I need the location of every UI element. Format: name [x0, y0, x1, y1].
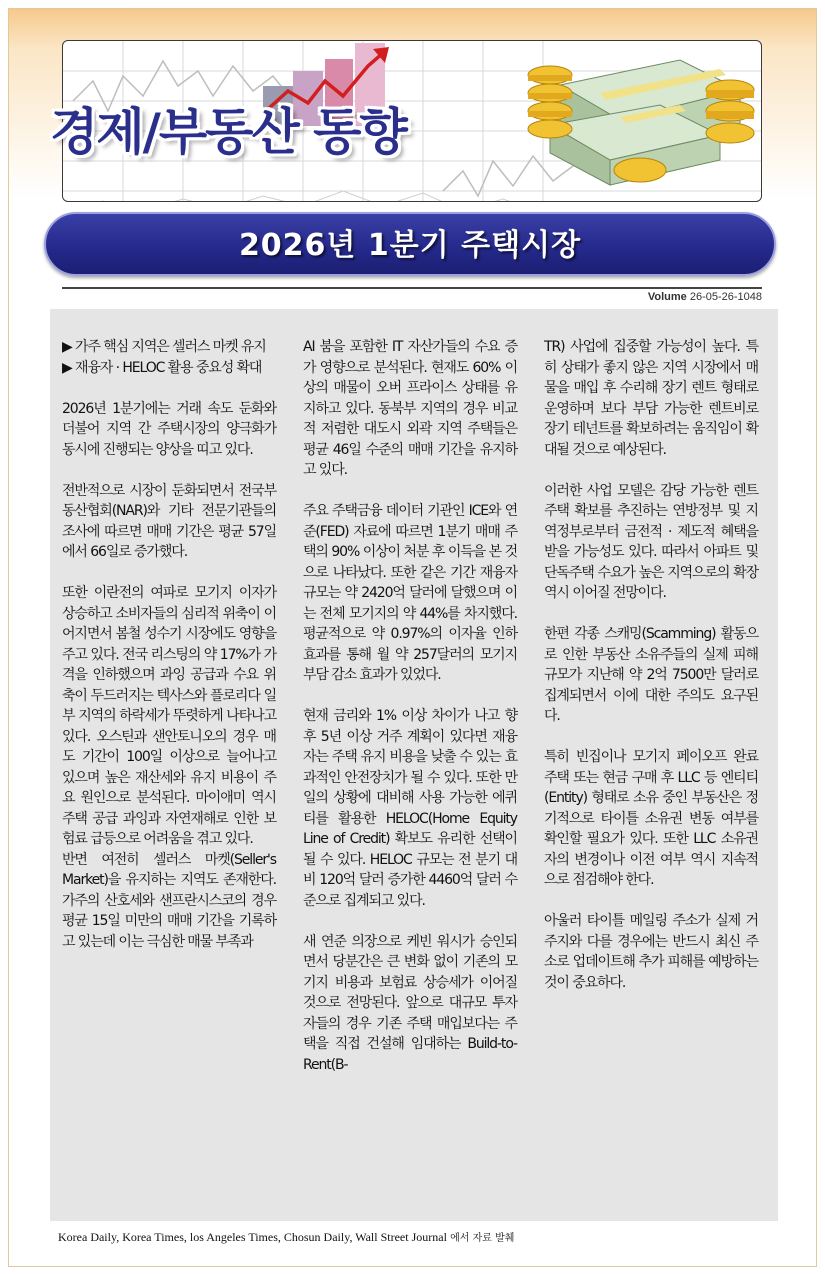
article-body [50, 309, 778, 1221]
money-and-coins-illustration [520, 45, 760, 199]
source-list: Korea Daily, Korea Times, los Angeles Times, Chosun Daily, Wall Street Journal [58, 1230, 447, 1244]
bullet-point: ▶ 가주 핵심 지역은 셀러스 마켓 유지 [62, 339, 266, 355]
paragraph: TR) 사업에 집중할 가능성이 높다. 특히 상태가 좋지 않은 지역 시장에서 매물을 매입 후 수리해 장기 렌트 형태로 운영하며 보다 부담 가능한 렌트비로 장기 테넌트를 확보하려는 움직임이 확대될 것으로 예상된다. [544, 339, 758, 458]
paragraph: 이러한 사업 모델은 감당 가능한 렌트 주택 확보를 추진하는 연방정부 및 지역정부로부터 금전적 · 제도적 혜택을 받을 가능성도 있다. 따라서 아파트 및 단독주택 수요가 높은 지역으로의 확장 역시 이어질 전망이다. [544, 482, 758, 601]
paragraph: 특히 빈집이나 모기지 페이오프 완료 주택 또는 현금 구매 후 LLC 등 엔티티(Entity) 형태로 소유 중인 부동산은 정기적으로 타이틀 소유권 변동 여부를 확인할 필요가 있다. 또한 LLC 소유권자의 변경이나 이전 여부 역시 지속적으로 점검해야 한다. [544, 749, 758, 888]
page-title: 경제/부동산 동향 [50, 103, 406, 161]
paragraph: 현재 금리와 1% 이상 차이가 나고 향후 5년 이상 거주 계획이 있다면 재융자는 주택 유지 비용을 낮출 수 있는 효과적인 안전장치가 될 수 있다. 또한 만일의 상황에 대비해 사용 가능한 에퀴티를 활용한 HELOC(Home Equity Line of Credit) 확보도 유리한 선택이 될 수 있다. HELOC 규모는 전 분기 대비 120억 달러 증가한 4460억 달러 수준으로 집계되고 있다. [303, 708, 517, 909]
paragraph: 2026년 1분기에는 거래 속도 둔화와 더불어 지역 간 주택시장의 양극화가 동시에 진행되는 양상을 띠고 있다. [62, 400, 276, 458]
paragraph: 전반적으로 시장이 둔화되면서 전국부동산협회(NAR)와 기타 전문기관들의 조사에 따르면 매매 기간은 평균 57일에서 66일로 증가했다. [62, 482, 276, 560]
paragraph: 반면 여전히 셀러스 마켓(Seller's Market)을 유지하는 지역도 존재한다. 가주의 산호세와 샌프란시스코의 경우 평균 15일 미만의 매매 기간을 기록하고 있는데 이는 극심한 매물 부족과 [62, 851, 276, 950]
source-suffix: 에서 자료 발췌 [446, 1233, 515, 1244]
paragraph: 또한 이란전의 여파로 모기지 이자가 상승하고 소비자들의 심리적 위축이 이어지면서 봄철 성수기 시장에도 영향을 주고 있다. 전국 리스팅의 약 17%가 가격을 인하했으며 과잉 공급과 수요 위축이 두드러지는 텍사스와 플로리다 일부 지역의 하락세가 뚜렷하게 나타나고 있다. 오스틴과 샌안토니오의 경우 매도 기간이 100일 이상으로 늘어나고 있으며 높은 재산세와 유지 비용이 주요 원인으로 분석된다. 마이애미 역시 주택 공급 과잉과 자연재해로 인한 보험료 급등으로 어려움을 겪고 있다. [62, 585, 276, 847]
volume-number: 26-05-26-1048 [689, 291, 762, 303]
article-column-1 [62, 337, 276, 973]
source-credits [58, 1229, 514, 1245]
subtitle: 2026년 1분기 주택시장 [238, 228, 582, 263]
subtitle-banner [44, 212, 776, 276]
bullet-point: ▶ 재융자 · HELOC 활용 중요성 확대 [62, 359, 262, 376]
paragraph: 새 연준 의장으로 케빈 워시가 승인되면서 당분간은 큰 변화 없이 기존의 모기지 비용과 보험료 상승세가 이어질 것으로 전망된다. 앞으로 대규모 투자자들의 경우 기존 주택 매입보다는 주택을 직접 건설해 임대하는 Build-to-Rent(B- [303, 933, 517, 1073]
volume-label: Volume [647, 291, 687, 303]
header-divider [62, 287, 762, 289]
paragraph: 아울러 타이틀 메일링 주소가 실제 거주지와 다를 경우에는 반드시 최신 주소로 업데이트해 추가 피해를 예방하는 것이 중요하다. [544, 913, 758, 991]
paragraph: 주요 주택금융 데이터 기관인 ICE와 연준(FED) 자료에 따르면 1분기 매매 주택의 90% 이상이 처분 후 이득을 본 것으로 나타났다. 또한 같은 기간 재융자 규모는 약 2420억 달러에 달했으며 이는 전체 모기지의 약 44%를 차지했다. 평균적으로 약 0.97%의 이자율 인하 효과를 통해 월 약 257달러의 모기지 부담 감소 효과가 있었다. [303, 503, 517, 683]
volume-info [648, 291, 762, 303]
paragraph: 한편 각종 스캐밍(Scamming) 활동으로 인한 부동산 소유주들의 실제 피해 규모가 지난해 약 2억 7500만 달러로 집계되면서 이에 대한 주의도 요구된다. [544, 626, 758, 724]
article-column-3 [544, 337, 758, 1014]
paragraph: AI 붐을 포함한 IT 자산가들의 수요 증가 영향으로 분석된다. 현재도 60% 이상의 매물이 오버 프라이스 상태를 유지하고 있다. 동북부 지역의 경우 비교적 저렴한 대도시 외곽 지역 주택들은 평균 46일 수준의 매매 기간을 유지하고 있다. [303, 339, 517, 478]
article-column-2 [303, 337, 517, 1096]
